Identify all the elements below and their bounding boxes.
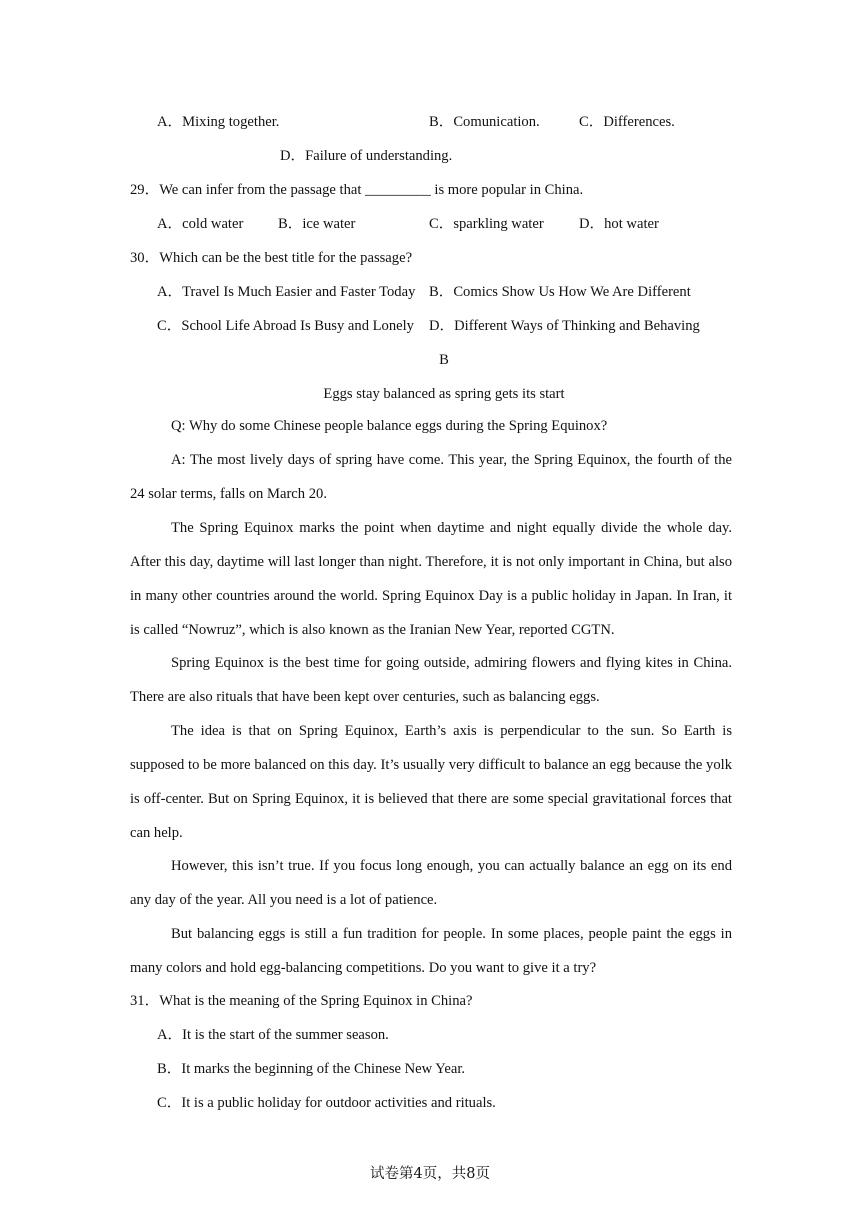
passage-paragraph: However, this isn’t true. If you focus long enough, you can actually balance an egg on its end any day of the year. All you need is a lot of patience. <box>130 858 732 908</box>
passage-paragraph: The Spring Equinox marks the point when daytime and night equally divide the whole day. After this day, daytime will last longer than night. Therefore, it is not only important in China, but also in many other countries around the world. Spring Equinox Day is a public holiday in Japan. In Iran, it is called “Nowruz”, which is also known as the Iranian New Year, reported CGTN. <box>130 520 732 638</box>
q29-option-d: D．hot water <box>579 216 659 232</box>
q30-option-c: C．School Life Abroad Is Busy and Lonely <box>157 318 414 334</box>
q31-stem: 31．What is the meaning of the Spring Equinox in China? <box>130 993 473 1009</box>
passage-paragraph-q: Q: Why do some Chinese people balance eggs during the Spring Equinox? <box>171 418 608 434</box>
q29-option-c: C．sparkling water <box>429 216 544 232</box>
passage-paragraph: The idea is that on Spring Equinox, Earth’s axis is perpendicular to the sun. So Earth is supposed to be more balanced on this day. It’s usually very difficult to balance an egg because the yolk is off-center. But on Spring Equinox, it is believed that there are some special gravitational forces that can help. <box>130 723 732 841</box>
passage-paragraph: But balancing eggs is still a fun tradition for people. In some places, people paint the eggs in many colors and hold egg-balancing competitions. Do you want to give it a try? <box>130 926 732 976</box>
q28-option-a: A．Mixing together. <box>157 114 280 130</box>
section-label: B <box>439 352 449 368</box>
q30-option-d: D．Different Ways of Thinking and Behaving <box>429 318 700 334</box>
q28-option-b: B．Comunication. <box>429 114 540 130</box>
passage-title: Eggs stay balanced as spring gets its start <box>323 386 565 402</box>
q28-option-d: D．Failure of understanding. <box>280 148 453 164</box>
q30-stem: 30．Which can be the best title for the passage? <box>130 250 413 266</box>
q29-stem: 29．We can infer from the passage that _________ is more popular in China. <box>130 182 584 198</box>
q28-option-c: C．Differences. <box>579 114 675 130</box>
passage-paragraph: Spring Equinox is the best time for going outside, admiring flowers and flying kites in China. There are also rituals that have been kept over centuries, such as balancing eggs. <box>130 655 732 705</box>
page-footer: 试卷第4页，共8页 <box>370 1166 490 1182</box>
q31-option-a: A．It is the start of the summer season. <box>157 1027 389 1043</box>
q29-option-b: B．ice water <box>278 216 356 232</box>
passage-paragraph-a: A: The most lively days of spring have come. This year, the Spring Equinox, the fourth of the 24 solar terms, falls on March 20. <box>130 452 732 502</box>
q31-option-b: B．It marks the beginning of the Chinese New Year. <box>157 1061 466 1077</box>
q31-option-c: C．It is a public holiday for outdoor activities and rituals. <box>157 1095 496 1111</box>
q30-option-b: B．Comics Show Us How We Are Different <box>429 284 691 300</box>
q29-option-a: A．cold water <box>157 216 244 232</box>
q30-option-a: A．Travel Is Much Easier and Faster Today <box>157 284 416 300</box>
